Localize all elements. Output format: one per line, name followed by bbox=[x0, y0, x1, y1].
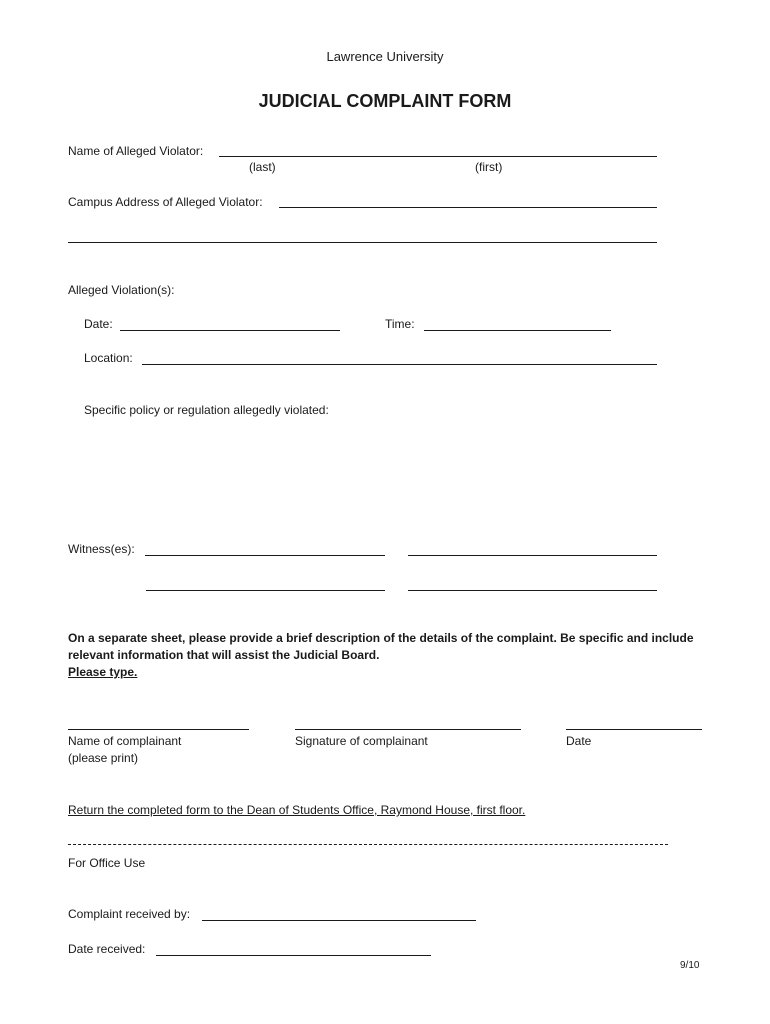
time-label: Time: bbox=[385, 317, 415, 331]
location-label: Location: bbox=[84, 351, 133, 365]
instructions-line-2: relevant information that will assist the Judicial Board. bbox=[68, 648, 380, 662]
complainant-signature-field[interactable] bbox=[295, 729, 521, 730]
form-title: JUDICIAL COMPLAINT FORM bbox=[258, 91, 512, 111]
violator-name-label: Name of Alleged Violator: bbox=[68, 144, 204, 158]
complainant-name-field[interactable] bbox=[68, 729, 249, 730]
first-name-hint: (first) bbox=[475, 160, 503, 174]
policy-label: Specific policy or regulation allegedly violated: bbox=[84, 403, 329, 417]
university-name: Lawrence University bbox=[326, 49, 444, 64]
office-use-divider bbox=[68, 844, 668, 845]
return-instructions: Return the completed form to the Dean of Students Office, Raymond House, first floor. bbox=[68, 803, 526, 817]
office-use-heading: For Office Use bbox=[68, 856, 146, 870]
date-received-field[interactable] bbox=[156, 955, 431, 956]
witness-field-3[interactable] bbox=[146, 590, 385, 591]
witnesses-label: Witness(es): bbox=[68, 542, 135, 556]
violator-name-field[interactable] bbox=[219, 156, 657, 157]
witness-field-1[interactable] bbox=[145, 555, 385, 556]
campus-address-field[interactable] bbox=[279, 207, 657, 208]
complainant-signature-label: Signature of complainant bbox=[295, 734, 428, 748]
revision-code: 9/10 bbox=[680, 960, 700, 971]
please-print-hint: (please print) bbox=[68, 751, 139, 765]
violation-date-field[interactable] bbox=[120, 330, 340, 331]
alleged-violations-label: Alleged Violation(s): bbox=[68, 283, 175, 297]
please-type-note: Please type. bbox=[68, 665, 138, 679]
complainant-name-label: Name of complainant bbox=[68, 734, 182, 748]
received-by-field[interactable] bbox=[202, 920, 476, 921]
campus-address-label: Campus Address of Alleged Violator: bbox=[68, 195, 263, 209]
last-name-hint: (last) bbox=[249, 160, 276, 174]
witness-field-2[interactable] bbox=[408, 555, 657, 556]
date-label: Date: bbox=[84, 317, 113, 331]
instructions-block bbox=[68, 630, 718, 681]
complainant-date-field[interactable] bbox=[566, 729, 702, 730]
violation-time-field[interactable] bbox=[424, 330, 611, 331]
received-by-label: Complaint received by: bbox=[68, 907, 191, 921]
date-received-label: Date received: bbox=[68, 942, 146, 956]
violation-location-field[interactable] bbox=[142, 364, 657, 365]
campus-address-field-line2[interactable] bbox=[68, 242, 657, 243]
instructions-line-1: On a separate sheet, please provide a brief description of the details of the complaint. Be specific and include bbox=[68, 631, 694, 645]
witness-field-4[interactable] bbox=[408, 590, 657, 591]
complainant-date-label: Date bbox=[566, 734, 592, 748]
